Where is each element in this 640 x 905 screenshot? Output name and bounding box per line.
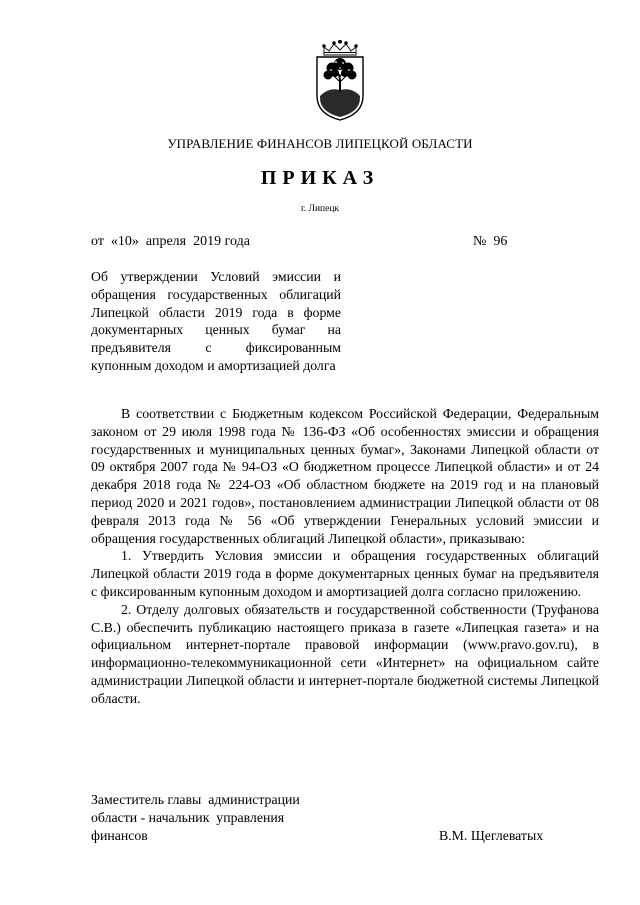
order-item-1: 1. Утвердить Условия эмиссии и обращения государственных облигаций Липецкой области 2019 года в форме документарных ценных бумаг на предъявителя с фиксированным купонным доходом и амортизацией долга согласно приложению. bbox=[91, 548, 599, 599]
coat-of-arms-icon bbox=[309, 40, 371, 122]
preamble-paragraph: В соответствии с Бюджетным кодексом Российской Федерации, Федеральным законом от 29 июля 1998 года № 136-ФЗ «Об особенностях эмиссии и обращения государственных и муниципальных ценных бумаг», Законами Липецкой области от 09 октября 2007 года № 94-ОЗ «О бюджетном процессе Липецкой области» и от 24 декабря 2018 года № 224-ОЗ «Об областном бюджете на 2019 год и на плановый период 2020 и 2021 годов», постановлением администрации Липецкой области от 08 февраля 2013 года № 56 «Об утверждении Генеральных условий эмиссии и обращения государственных облигаций Липецкой области», приказываю: bbox=[91, 406, 599, 546]
order-number: № 96 bbox=[473, 234, 508, 249]
signatory-name: В.М. Щеглеватых bbox=[439, 827, 544, 843]
signatory-position-line-2: области - начальник управления bbox=[91, 809, 285, 825]
signatory-position-line-3: финансов bbox=[91, 827, 148, 843]
order-item-2: 2. Отделу долговых обязательств и государственной собственности (Труфанова С.В.) обеспечить публикацию настоящего приказа в газете «Липецкая газета» и на официальном интернет-портале правовой информации (www.pravo.gov.ru), в информационно-телекоммуникационной сети «Интернет» на официальном сайте администрации Липецкой области и интернет-портале бюджетной системы Липецкой области. bbox=[91, 601, 599, 706]
order-date: от «10» апреля 2019 года bbox=[91, 234, 250, 249]
order-subject: Об утверждении Условий эмиссии и обращения государственных облигаций Липецкой области 2019 года в форме документарных ценных бумаг на предъявителя с фиксированным купонным доходом и амортизацией долга bbox=[91, 269, 341, 373]
signatory-position-line-1: Заместитель главы администрации bbox=[91, 792, 300, 807]
signature-block bbox=[91, 791, 611, 844]
organization-name: УПРАВЛЕНИЕ ФИНАНСОВ ЛИПЕЦКОЙ ОБЛАСТИ bbox=[167, 136, 473, 151]
city-label: г. Липецк bbox=[300, 204, 340, 214]
order-body bbox=[91, 405, 599, 708]
document-type-title: ПРИКАЗ bbox=[260, 167, 380, 189]
